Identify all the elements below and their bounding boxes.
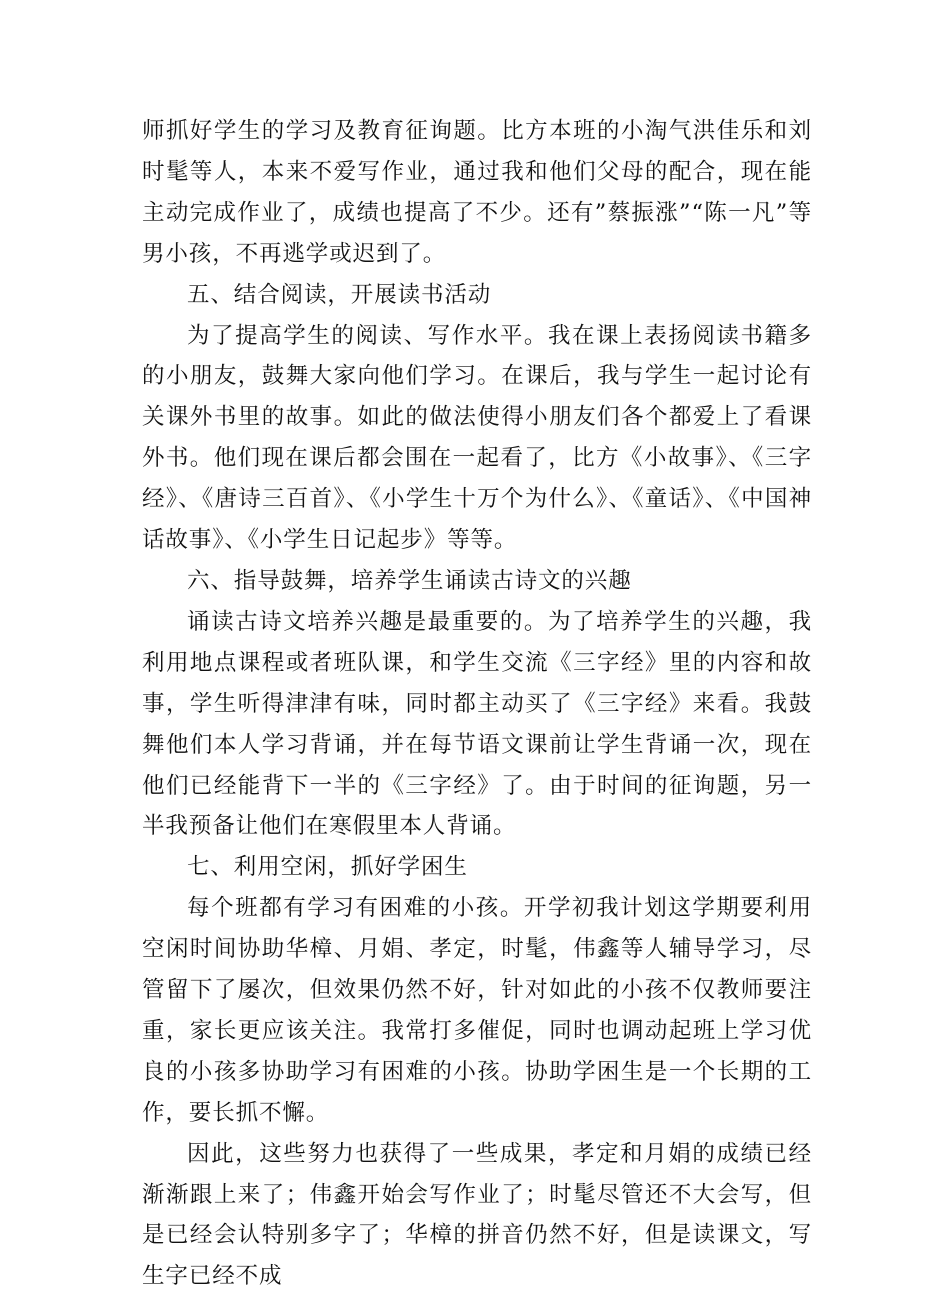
- paragraph-continuation: 师抓好学生的学习及教育征询题。比方本班的小淘气洪佳乐和刘时髦等人，本来不爱写作业，通过我和他们父母的配合，现在能主动完成作业了，成绩也提高了不少。还有”蔡振涨”“陈一凡”等男小孩，不再逃学或迟到了。: [142, 118, 812, 267]
- section-heading-5: 五、结合阅读，开展读书活动: [187, 281, 492, 308]
- paragraph-reading-activity: 为了提高学生的阅读、写作水平。我在课上表扬阅读书籍多的小朋友，鼓舞大家向他们学习。在课后，我与学生一起讨论有关课外书里的故事。如此的做法使得小朋友们各个都爱上了看课外书。他们现在课后都会围在一起看了，比方《小故事》、《三字经》、《唐诗三百首》、《小学生十万个为什么》、《童话》、《中国神话故事》、《小学生日记起步》等等。: [142, 322, 812, 554]
- paragraph-results: 因此，这些努力也获得了一些成果，孝定和月娟的成绩已经渐渐跟上来了；伟鑫开始会写作业了；时髦尽管还不大会写，但是已经会认特别多字了；华樟的拼音仍然不好，但是读课文，写生字已经不成: [142, 1140, 812, 1290]
- paragraph-struggling-students: 每个班都有学习有困难的小孩。开学初我计划这学期要利用空闲时间协助华樟、月娟、孝定，时髦，伟鑫等人辅导学习，尽管留下了屡次，但效果仍然不好，针对如此的小孩不仅教师要注重，家长更应该关注。我常打多催促，同时也调动起班上学习优良的小孩多协助学习有困难的小孩。协助学困生是一个长期的工作，要长抓不懈。: [142, 895, 812, 1126]
- section-heading-7: 七、利用空闲，抓好学困生: [187, 854, 468, 881]
- document-body: [142, 111, 812, 1297]
- section-heading-6: 六、指导鼓舞，培养学生诵读古诗文的兴趣: [187, 567, 632, 594]
- paragraph-classical-poetry: 诵读古诗文培养兴趣是最重要的。为了培养学生的兴趣，我利用地点课程或者班队课，和学生交流《三字经》里的内容和故事，学生听得津津有味，同时都主动买了《三字经》来看。我鼓舞他们本人学习背诵，并在每节语文课前让学生背诵一次，现在他们已经能背下一半的《三字经》了。由于时间的征询题，另一半我预备让他们在寒假里本人背诵。: [142, 608, 812, 840]
